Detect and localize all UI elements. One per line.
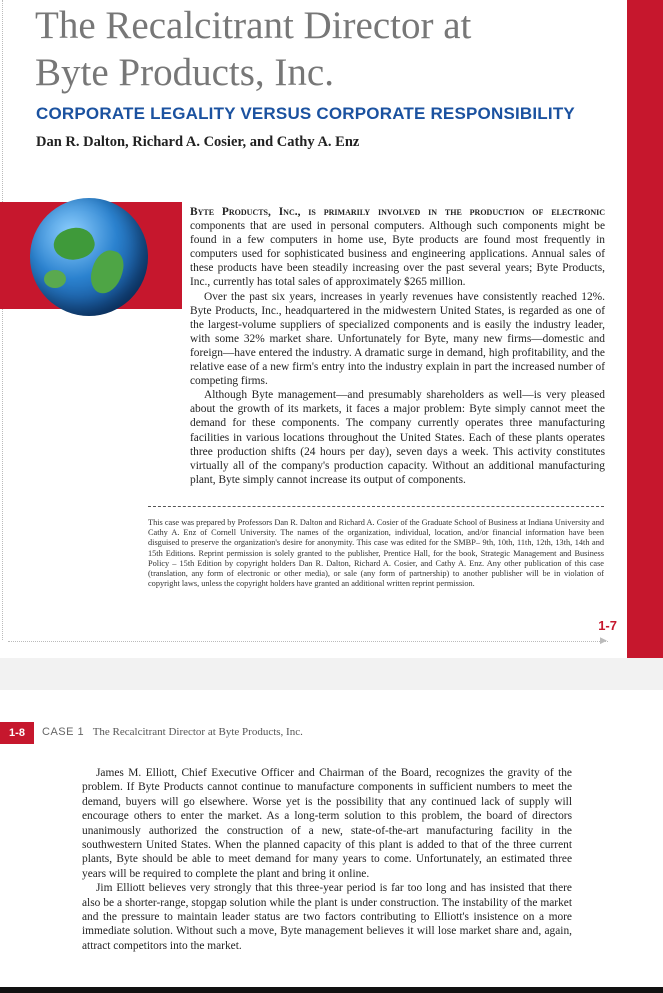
title-line-1: The Recalcitrant Director at (35, 4, 472, 47)
bottom-divider (8, 641, 608, 642)
case-label: CASE 1 (42, 726, 85, 738)
page-tab: 1-8 (0, 722, 34, 744)
title-line-2: Byte Products, Inc. (35, 51, 334, 94)
page-gap (0, 658, 663, 690)
paragraph-4: James M. Elliott, Chief Executive Officer and Chairman of the Board, recognizes the gravity of the problem. If Byte Products cannot continue to manufacture components in sufficient numbers to meet the demand, buyers will go elsewhere. Worse yet is the possibility that any continued lack of supply will encourage others to enter the market. As a long-term solution to this problem, the board of directors unanimously authorized the construction of a new, state-of-the-art manufacturing facility in the southwestern United States. When the planned capacity of this plant is added to that of the three current plants, Byte should be able to meet demand for many years to come. Unfortunately, an estimated three years will be required to complete the plant and bring it online. (82, 767, 572, 880)
right-red-bar (627, 0, 663, 658)
body-text-page-2 (82, 766, 572, 953)
lead-in: Byte Products, Inc., is primarily involved in the production of electronic (190, 206, 605, 218)
authors: Dan R. Dalton, Richard A. Cosier, and Cathy A. Enz (36, 134, 360, 150)
globe-image (30, 198, 148, 316)
margin-guide (2, 0, 3, 640)
body-text-page-1 (190, 205, 605, 487)
paragraph-1-text: components that are used in personal computers. Although such components might be found in a few computers in home use, Byte products are found most frequently in computers used for sophisticated business and engineering applications. Annual sales of these products have been steadily increasing over the past several years; Byte Products, Inc., currently has total sales of approximately $265 million. (190, 220, 605, 289)
page-1-8 (0, 690, 663, 993)
paragraph-2: Over the past six years, increases in yearly revenues have consistently reached 12%. Byte Products, Inc., headquartered in the midwestern United States, is regarded as one of the largest-volume suppliers of specialized components and is easily the industry leader, with some 32% market share. Unfortunately for Byte, many new firms—domestic and foreign—have entered the industry. A dramatic surge in demand, high profitability, and the relative ease of a new firm's entry into the industry explain in part the increased number of competing firms. (190, 290, 605, 388)
case-subtitle: CORPORATE LEGALITY VERSUS CORPORATE RESPONSIBILITY (36, 104, 575, 123)
paragraph-5: Jim Elliott believes very strongly that this three-year period is far too long and has insisted that there also be a shorter-range, stopgap solution while the plant is under construction. The instability of the market and the pressure to maintain leader status are two factors contributing to Elliott's insistence on a more immediate solution. Without such a move, Byte management believes it will lose market share and, again, attract competitors into the market. (82, 882, 572, 952)
page-number: 1-7 (598, 618, 617, 633)
running-head (42, 726, 303, 738)
case-title (35, 2, 471, 96)
arrow-icon: ▶ (600, 635, 607, 645)
paragraph-1 (190, 205, 605, 290)
footnote-divider (148, 506, 604, 507)
running-head-title: The Recalcitrant Director at Byte Products, Inc. (92, 726, 303, 738)
paragraph-3: Although Byte management—and presumably shareholders as well—is very pleased about the growth of its markets, it faces a major problem: Byte simply cannot meet the demand for these components. The company currently operates three manufacturing facilities in various locations throughout the United States. Each of these plants operates three production shifts (24 hours per day), seven days a week. This activity constitutes virtually all of the company's production capacity. Without an additional manufacturing plant, Byte simply cannot increase its output of components. (190, 389, 605, 486)
bottom-edge (0, 987, 663, 993)
copyright-footnote: This case was prepared by Professors Dan R. Dalton and Richard A. Cosier of the Graduate School of Business at Indiana University and Cathy A. Enz of Cornell University. The names of the organization, individual, location, and/or financial information have been disguised to preserve the organization's desire for anonymity. This case was edited for the SMBP– 9th, 10th, 11th, 12th, 13th, 14th and 15th Editions. Reprint permission is solely granted to the publisher, Prentice Hall, for the book, Strategic Management and Business Policy – 15th Edition by copyright holders Dan R. Dalton, Richard A. Cosier, and Cathy A. Enz. Any other publication of this case (translation, any form of electronic or other media), or sale (any form of partnership) to another publisher will be in violation of copyright laws, unless the copyright holders have granted an additional written reprint permission. (148, 518, 604, 589)
